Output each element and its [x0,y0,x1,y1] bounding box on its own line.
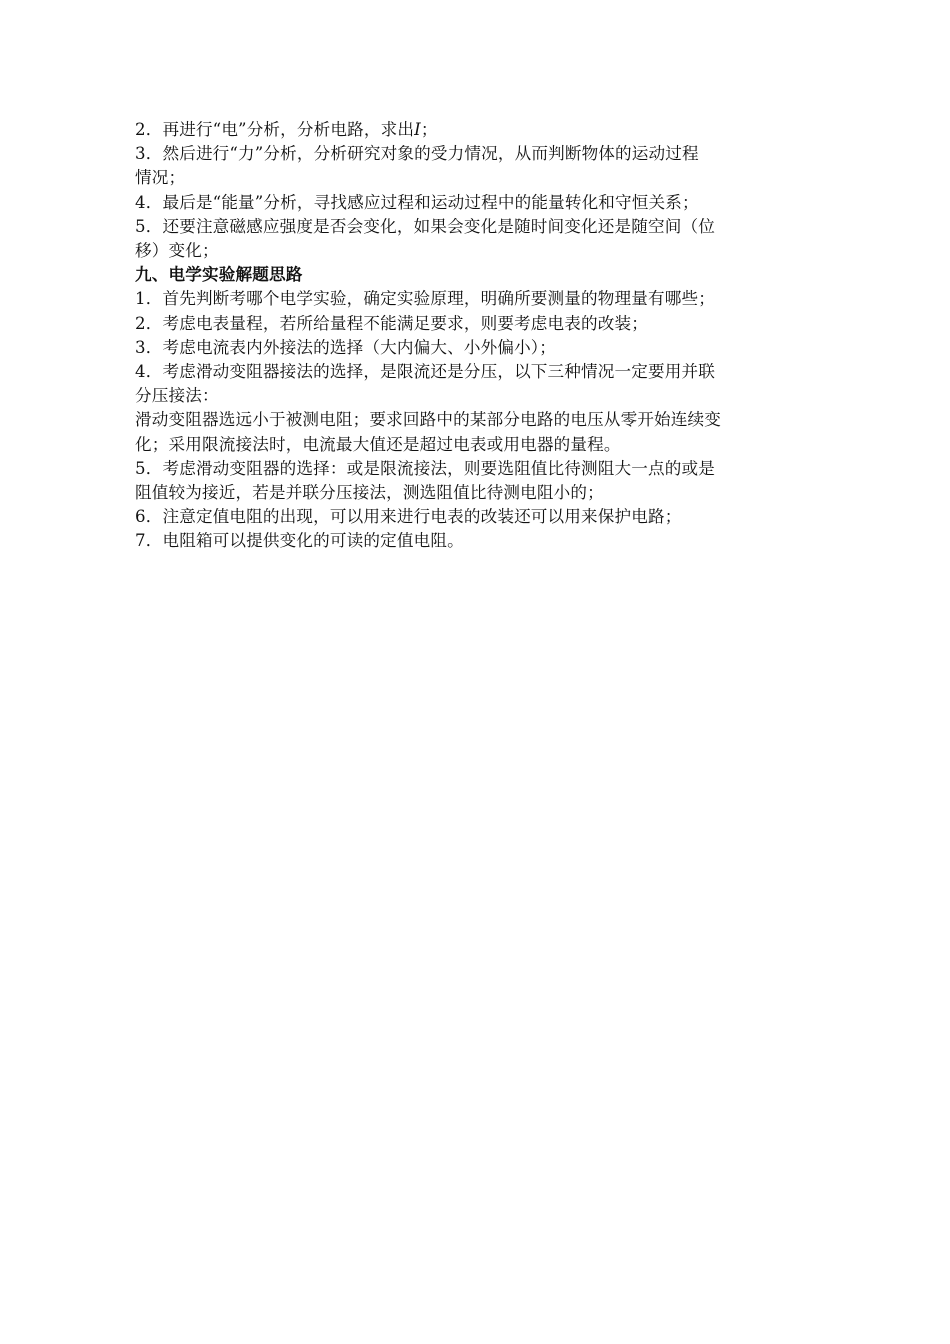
paragraph-line: 移）变化； [135,241,219,261]
paragraph-line: 情况； [135,168,186,188]
paragraph-line: 滑动变阻器选远小于被测电阻；要求回路中的某部分电路的电压从零开始连续变 [135,410,722,430]
paragraph-line: 1．首先判断考哪个电学实验，确定实验原理，明确所要测量的物理量有哪些； [135,289,715,309]
paragraph-line: 3．考虑电流表内外接法的选择（大内偏大、小外偏小）； [135,337,556,357]
current-variable: I [414,120,421,139]
paragraph-line: 分压接法： [135,386,219,406]
paragraph-line: 5．还要注意磁感应强度是否会变化，如果会变化是随时间变化还是随空间（位 [135,216,715,236]
line-text: 2．再进行“电”分析，分析电路，求出 [135,120,415,139]
document-body [135,118,815,554]
paragraph-line: 3．然后进行“力”分析，分析研究对象的受力情况，从而判断物体的运动过程 [135,144,699,164]
paragraph-line: 化；采用限流接法时，电流最大值还是超过电表或用电器的量程。 [135,434,621,454]
paragraph-line: 4．最后是“能量”分析，寻找感应过程和运动过程中的能量转化和守恒关系； [135,192,699,212]
section-heading: 九、电学实验解题思路 [135,265,303,285]
paragraph-line: 7．电阻箱可以提供变化的可读的定值电阻。 [135,531,464,551]
paragraph-line: 5．考虑滑动变阻器的选择：或是限流接法，则要选阻值比待测阻大一点的或是 [135,458,715,478]
paragraph-line: 6．注意定值电阻的出现，可以用来进行电表的改装还可以用来保护电路； [135,507,682,527]
line-suffix: ； [420,120,438,139]
paragraph-line: 2．考虑电表量程，若所给量程不能满足要求，则要考虑电表的改装； [135,313,649,333]
paragraph-line: 4．考虑滑动变阻器接法的选择，是限流还是分压，以下三种情况一定要用并联 [135,362,715,382]
paragraph-line: 阻值较为接近，若是并联分压接法，测选阻值比待测电阻小的； [135,483,604,503]
paragraph-line [135,118,815,142]
